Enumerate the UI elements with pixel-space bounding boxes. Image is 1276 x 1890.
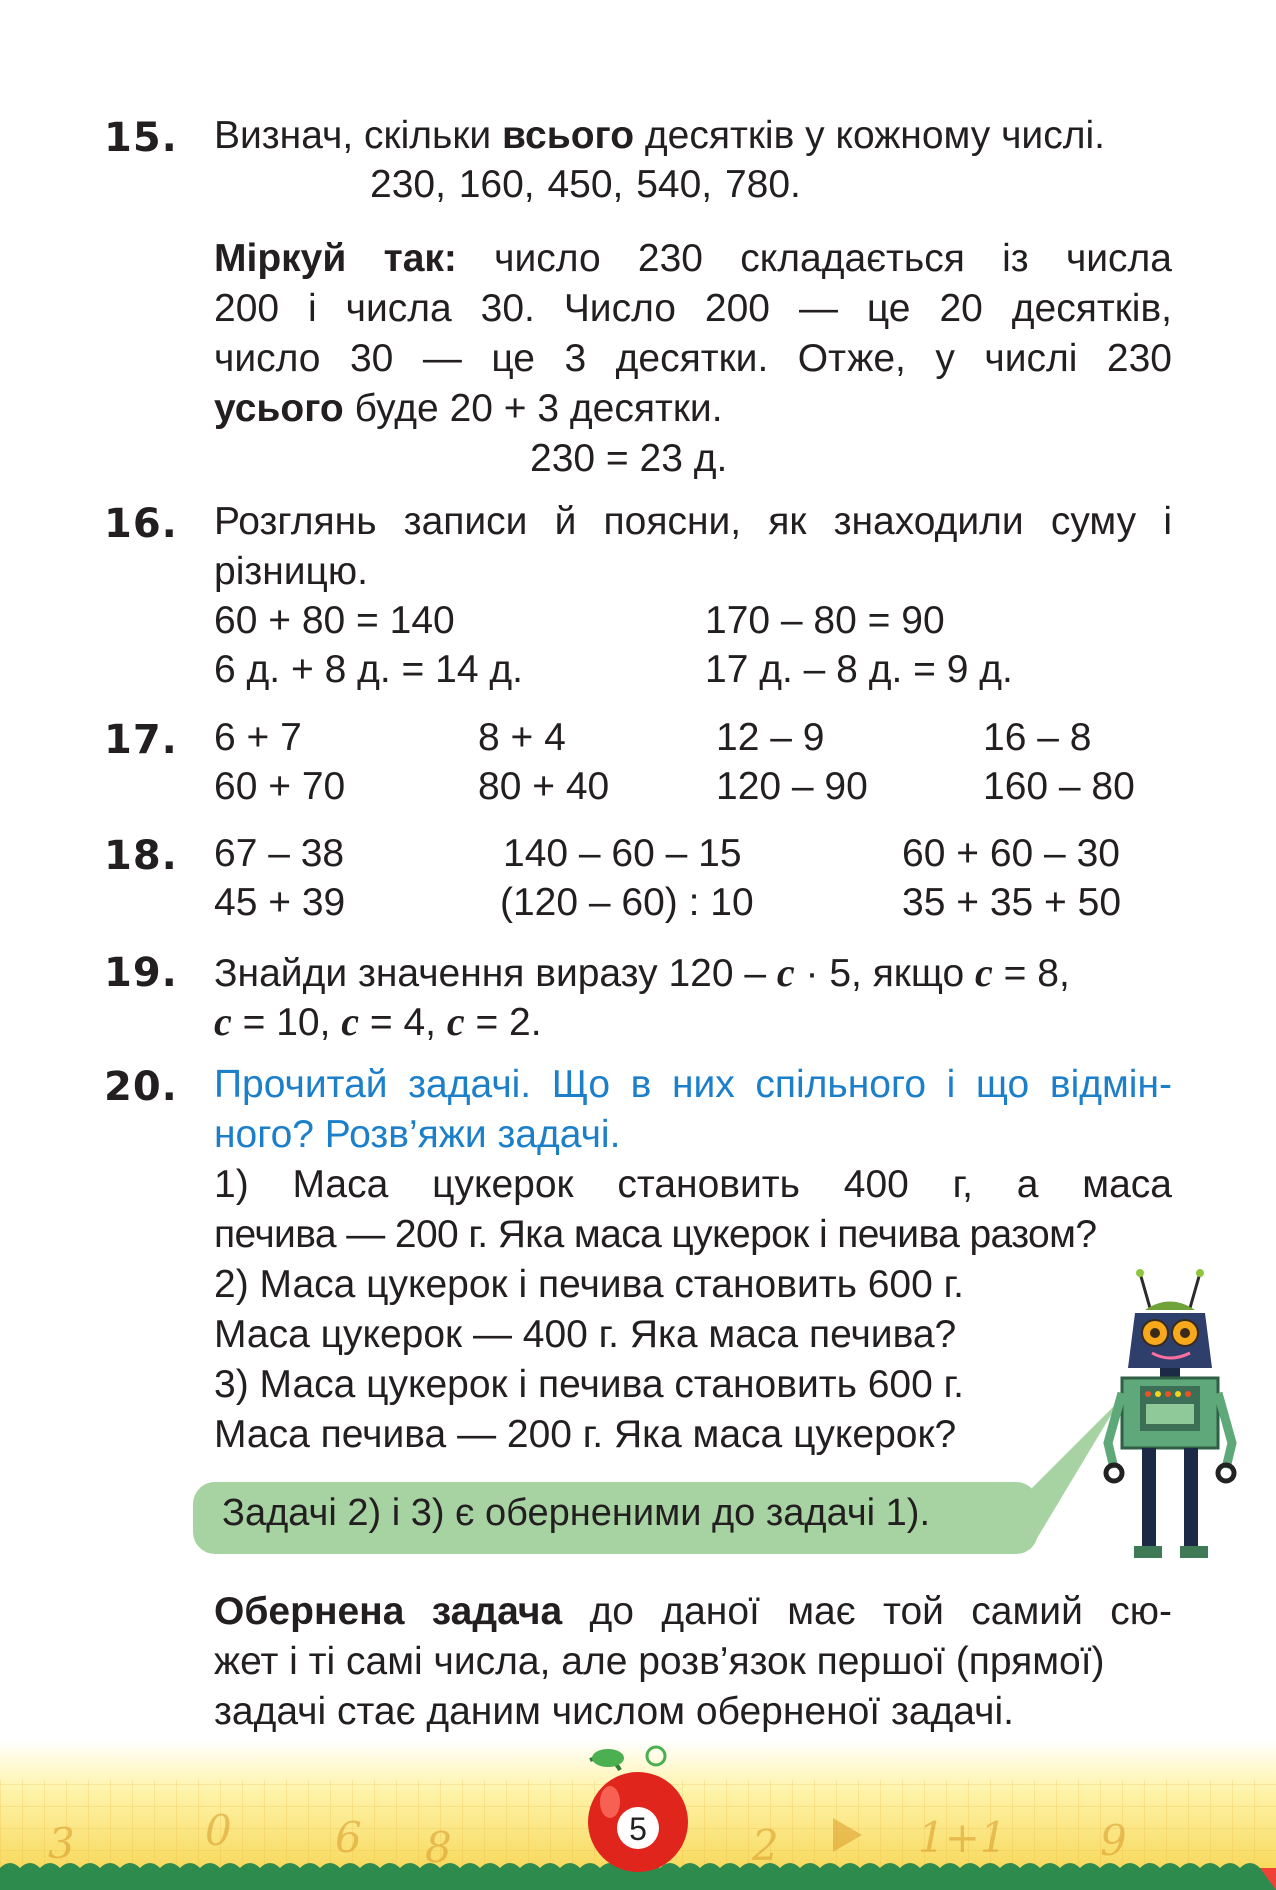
exercise-15-number: 15. (104, 115, 178, 161)
exercise-17-expr: 60 + 70 (214, 765, 346, 808)
exercise-16-right-1: 170 – 80 = 90 (705, 599, 945, 642)
exercise-15-think-line-2: 200 і числа 30. Число 200 — це 20 десятків, (214, 287, 1172, 330)
problem-3-line-1: 3) Маса цукерок і печива становить 600 г. (214, 1363, 964, 1406)
exercise-16-task-line-1: Розглянь записи й поясни, як знаходили суму і (214, 500, 1172, 543)
exercise-17-expr: 6 + 7 (214, 716, 302, 759)
problem-3-line-2: Маса печива — 200 г. Яка маса цукерок? (214, 1413, 957, 1456)
exercise-15-result: 230 = 23 д. (530, 437, 728, 480)
problem-2-line-1: 2) Маса цукерок і печива становить 600 г. (214, 1263, 964, 1306)
exercise-17-expr: 160 – 80 (983, 765, 1135, 808)
footer-digit: 6 (335, 1813, 362, 1862)
exercise-16-task-line-2: різницю. (214, 550, 368, 593)
robot-icon (1100, 1268, 1250, 1568)
exercise-18-expr: 60 + 60 – 30 (902, 832, 1120, 875)
exercise-17-expr: 12 – 9 (716, 716, 825, 759)
footer-digit: 3 (48, 1819, 75, 1868)
exercise-18-number: 18. (104, 833, 178, 879)
definition-line-3: задачі стає даним числом оберненої задачі. (214, 1690, 1014, 1733)
exercise-18-expr: 140 – 60 – 15 (503, 832, 742, 875)
exercise-20-task-line-1: Прочитай задачі. Що в них спільного і що відмін- (214, 1063, 1172, 1106)
exercise-15-numbers: 230, 160, 450, 540, 780. (370, 163, 801, 206)
footer-digit: 0 (205, 1806, 232, 1855)
footer-digit: 8 (425, 1823, 452, 1872)
exercise-17-expr: 80 + 40 (478, 765, 610, 808)
exercise-18-expr: 35 + 35 + 50 (902, 881, 1122, 924)
exercise-17-expr: 16 – 8 (983, 716, 1092, 759)
exercise-16-left-1: 60 + 80 = 140 (214, 599, 455, 642)
exercise-16-right-2: 17 д. – 8 д. = 9 д. (705, 648, 1013, 691)
definition-line-1: Обернена задача до даної має той самий сю- (214, 1590, 1172, 1633)
exercise-15-think-line-1: Міркуй так: число 230 складається із числа (214, 237, 1172, 280)
exercise-17-expr: 120 – 90 (716, 765, 868, 808)
exercise-15-think-line-3: число 30 — це 3 десятки. Отже, у числі 230 (214, 337, 1172, 380)
exercise-18-expr: (120 – 60) : 10 (500, 881, 754, 924)
problem-2-line-2: Маса цукерок — 400 г. Яка маса печива? (214, 1313, 957, 1356)
exercise-16-left-2: 6 д. + 8 д. = 14 д. (214, 648, 523, 691)
exercise-16-number: 16. (104, 501, 178, 547)
exercise-17-expr: 8 + 4 (478, 716, 566, 759)
footer-digit: 2 (752, 1821, 779, 1870)
footer-digit: 1+1 (918, 1813, 1007, 1862)
footer-digit: 9 (1100, 1816, 1127, 1865)
exercise-19-line-2: c = 10, c = 4, c = 2. (214, 999, 542, 1044)
footer-decoration (0, 1740, 1276, 1890)
exercise-18-expr: 67 – 38 (214, 832, 345, 875)
exercise-15-task: Визнач, скільки всього десятків у кожному числі. (214, 114, 1105, 157)
exercise-20-number: 20. (104, 1064, 178, 1110)
problem-1-line-1: 1) Маса цукерок становить 400 г, а маса (214, 1163, 1172, 1206)
exercise-17-number: 17. (104, 717, 178, 763)
exercise-19-line-1: Знайди значення виразу 120 – c · 5, якщо c = 8, (214, 950, 1070, 995)
exercise-18-expr: 45 + 39 (214, 881, 346, 924)
exercise-20-task-line-2: ного? Розв’яжи задачі. (214, 1113, 621, 1156)
page-number: 5 (629, 1811, 647, 1847)
exercise-19-number: 19. (104, 950, 178, 996)
definition-line-2: жет і ті самі числа, але розв’язок першої (прямої) (214, 1640, 1105, 1683)
speech-bubble-text: Задачі 2) і 3) є оберненими до задачі 1). (222, 1492, 931, 1534)
exercise-15-think-line-4: усього буде 20 + 3 десятки. (214, 387, 723, 430)
problem-1-line-2: печива — 200 г. Яка маса цукерок і печива разом? (214, 1213, 1097, 1256)
